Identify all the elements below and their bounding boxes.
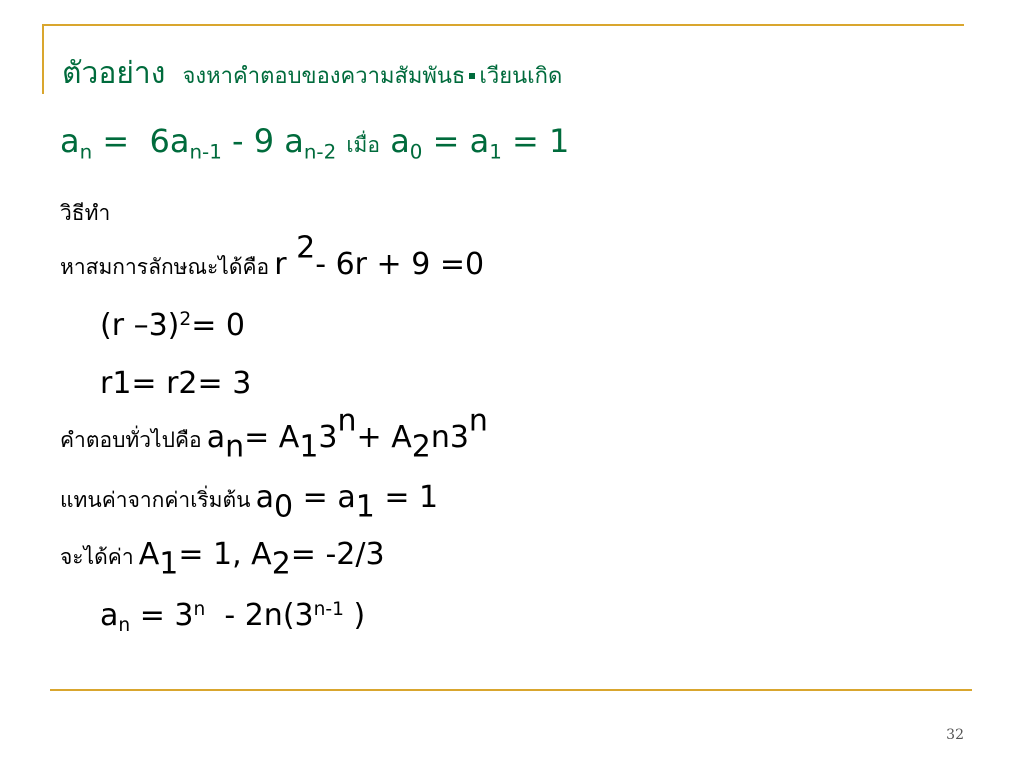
initial-a0: a [255,480,275,515]
title-label: ตัวอย่าง [62,56,166,91]
constants-line [60,537,385,582]
final-close: ) [343,598,366,633]
characteristic-equation-line [60,230,485,284]
final-rest: - 2n(3 [205,598,314,633]
characteristic-label: หาสมการลักษณะได้คือ [60,255,270,279]
initial-value: = 1 [374,480,439,515]
square-rest: = 0 [191,308,245,343]
final-solution-line [100,598,366,636]
eq-init-value: = 1 [501,122,570,160]
title-description-part1: จงหาคำตอบของความสัมพันธ [182,64,466,89]
general-A2-sub: 2 [411,429,431,465]
characteristic-exp: 2 [296,230,316,266]
general-label: คำตอบทั่วไปคือ [60,428,202,452]
eq-lhs-base: a [60,122,80,160]
eq-term1: 6a [149,122,190,160]
square-exp: 2 [179,308,192,330]
method-label: วิธีทำ [60,201,111,225]
general-n2-sup: n [468,403,488,439]
square-form-line [100,308,245,343]
square-base: (r –3) [100,308,180,343]
constants-end: = -2/3 [290,537,385,572]
initial-a1: = a [293,480,356,515]
eq-when-label: เมื่อ [346,133,381,157]
eq-init-a1: = a [422,122,490,160]
title-bullet-icon [469,73,475,79]
eq-init-a0-sub: 0 [409,140,423,164]
footer-rule [50,689,972,691]
eq-init-a1-sub: 1 [489,140,502,164]
final-n-sup: n [193,598,206,620]
general-a-sub: n [225,429,245,465]
final-exp: n-1 [313,598,344,620]
title-frame-top-rule [42,24,964,26]
slide-title [62,50,562,97]
eq-equals: = [92,122,150,160]
characteristic-rest: - 6r + 9 =0 [315,247,485,282]
eq-term2: - 9 a [221,122,304,160]
constants-mid: = 1, A [178,537,272,572]
general-A1-sub: 1 [299,429,319,465]
constants-A1-sub: 1 [159,546,179,582]
eq-term1-sub: n-1 [189,140,222,164]
initial-label: แทนค่าจากค่าเริ่มต้น [60,488,251,512]
constants-label: จะได้ค่า [60,545,134,569]
eq-term2-sub: n-2 [303,140,337,164]
initial-a1-sub: 1 [355,489,375,525]
final-a: a [100,598,119,633]
constants-A: A [138,537,160,572]
final-a-sub: n [118,614,131,636]
initial-a0-sub: 0 [274,489,294,525]
general-eq-A: = A [244,420,300,455]
page-number: 32 [946,727,964,743]
general-plus-A: + A [356,420,412,455]
initial-values-line [60,480,439,525]
recurrence-equation [60,122,569,162]
roots-line: r1= r2= 3 [100,366,252,401]
title-frame-left-rule [42,24,44,94]
general-n1-sup: n [337,403,357,439]
general-a: a [206,420,226,455]
title-description-part2: เวียนเกิด [479,64,563,89]
general-n3: n3 [430,420,469,455]
general-three: 3 [318,420,338,455]
eq-lhs-sub: n [79,140,93,164]
characteristic-r: r [274,247,297,282]
general-solution-line [60,403,488,465]
eq-init-a0: a [390,122,410,160]
final-eq: = 3 [130,598,194,633]
constants-A2-sub: 2 [271,546,291,582]
